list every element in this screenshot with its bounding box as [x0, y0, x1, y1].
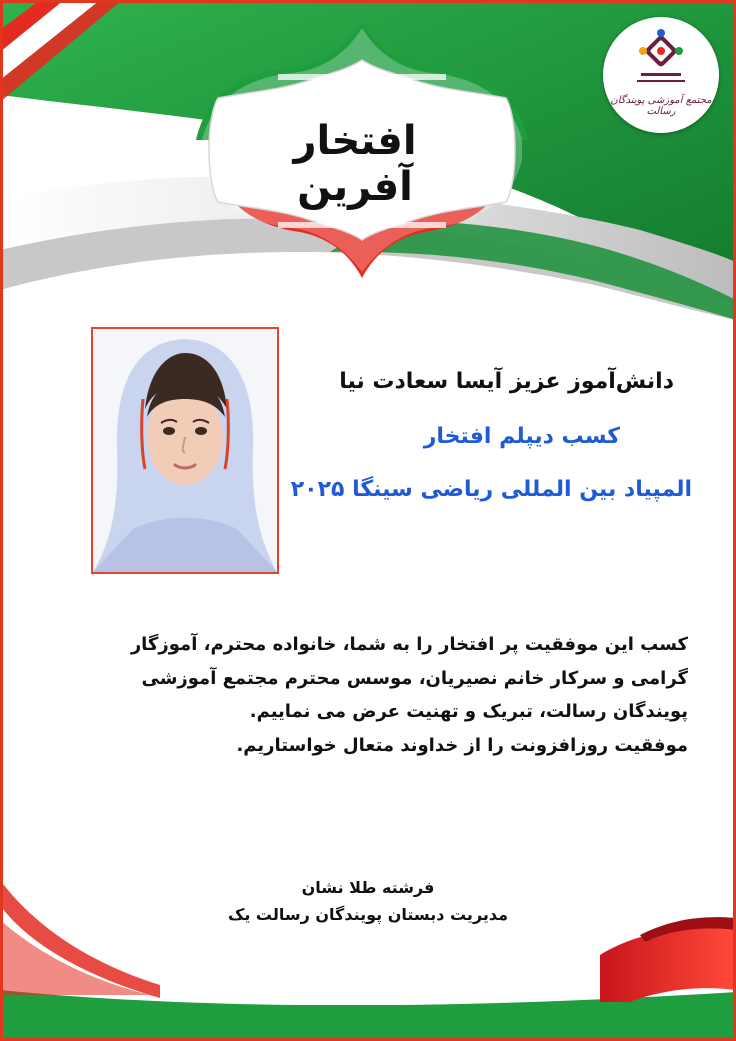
message-line: کسب این موفقیت پر افتخار را به شما، خانواده محترم، آموزگار [130, 634, 688, 655]
school-logo [603, 17, 719, 133]
certificate-title: افتخار آفرین [293, 118, 417, 210]
message-line: پویندگان رسالت، تبریک و تهنیت عرض می نماییم. [249, 701, 688, 722]
olympiad-line: المپیاد بین المللی ریاضی سینگا ۲۰۲۵ [290, 477, 692, 502]
congratulation-message [78, 628, 688, 762]
signer-title: مدیریت دبستان پویندگان رسالت یک [227, 905, 509, 924]
student-photo [91, 327, 279, 574]
diploma-line: کسب دیپلم افتخار [423, 424, 620, 449]
student-name-line: دانش‌آموز عزیز آیسا سعادت نیا [339, 369, 674, 394]
student-portrait-image [93, 329, 277, 572]
message-line: گرامی و سرکار خانم نصیریان، موسس محترم مجتمع آموزشی [141, 667, 688, 689]
message-line: موفقیت روزافزونت را از خداوند متعال خواستاریم. [236, 734, 688, 756]
signer-name: فرشته طلا نشان [301, 878, 435, 897]
logo-caption: مجتمع آموزشی پویندگان رسالت [610, 95, 712, 117]
